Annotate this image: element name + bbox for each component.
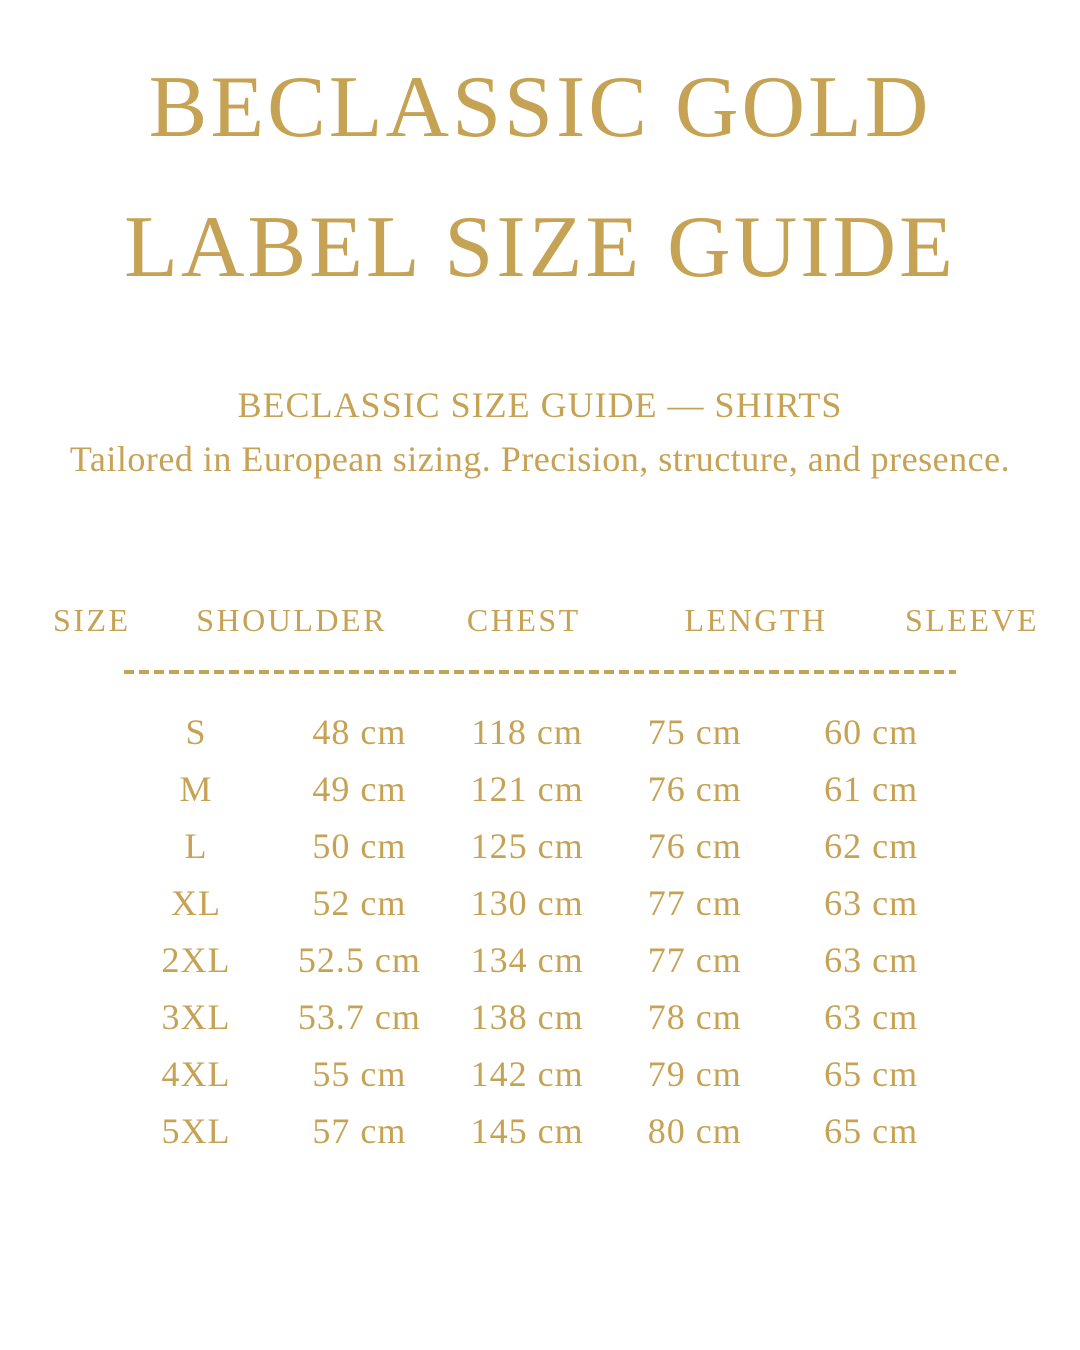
cell-chest: 130 cm: [470, 883, 584, 923]
cell-size: 3XL: [161, 997, 231, 1037]
cell-shoulder: 57 cm: [312, 1111, 407, 1151]
cell-size: L: [184, 826, 208, 866]
cell-sleeve: 63 cm: [824, 940, 919, 980]
subtitle: [65, 378, 1015, 486]
table-row: [110, 818, 970, 875]
cell-sleeve: 61 cm: [824, 769, 919, 809]
page-title-line2: LABEL SIZE GUIDE: [124, 199, 956, 296]
cell-chest: 118 cm: [471, 712, 583, 752]
cell-sleeve: 60 cm: [824, 712, 919, 752]
cell-sleeve: 62 cm: [824, 826, 919, 866]
cell-size: 4XL: [161, 1054, 231, 1094]
subtitle-description: Tailored in European sizing. Precision, structure, and presence.: [69, 439, 1011, 479]
table-row: [110, 761, 970, 818]
cell-shoulder: 49 cm: [312, 769, 407, 809]
column-header-size: SIZE: [53, 602, 131, 638]
cell-chest: 145 cm: [470, 1111, 584, 1151]
table-row: [110, 989, 970, 1046]
cell-size: 5XL: [161, 1111, 231, 1151]
cell-length: 78 cm: [647, 997, 742, 1037]
table-row: [110, 1046, 970, 1103]
column-header-shoulder: SHOULDER: [196, 602, 387, 638]
table-row: [110, 932, 970, 989]
dashed-divider: [124, 670, 956, 674]
cell-size: S: [185, 712, 207, 752]
cell-chest: 125 cm: [470, 826, 584, 866]
table-row: [110, 704, 970, 761]
cell-sleeve: 65 cm: [824, 1111, 919, 1151]
cell-shoulder: 55 cm: [312, 1054, 407, 1094]
cell-sleeve: 63 cm: [824, 883, 919, 923]
cell-shoulder: 50 cm: [312, 826, 407, 866]
cell-length: 76 cm: [647, 769, 742, 809]
cell-chest: 121 cm: [470, 769, 584, 809]
cell-size: M: [179, 769, 213, 809]
cell-shoulder: 53.7 cm: [297, 997, 421, 1037]
size-table-body: [0, 704, 1080, 1160]
column-header-sleeve: SLEEVE: [904, 602, 1040, 638]
table-row: [110, 1103, 970, 1160]
cell-length: 79 cm: [647, 1054, 742, 1094]
cell-length: 80 cm: [647, 1111, 742, 1151]
cell-shoulder: 48 cm: [312, 712, 407, 752]
cell-length: 77 cm: [647, 940, 742, 980]
cell-chest: 134 cm: [470, 940, 584, 980]
subtitle-heading: BECLASSIC SIZE GUIDE — SHIRTS: [237, 385, 843, 425]
cell-length: 76 cm: [647, 826, 742, 866]
cell-sleeve: 65 cm: [824, 1054, 919, 1094]
column-header-chest: CHEST: [466, 602, 581, 638]
cell-shoulder: 52 cm: [312, 883, 407, 923]
size-table: [0, 598, 1080, 1160]
size-table-header: [0, 598, 1080, 642]
cell-sleeve: 63 cm: [824, 997, 919, 1037]
cell-size: 2XL: [161, 940, 231, 980]
table-row: [110, 875, 970, 932]
cell-chest: 138 cm: [470, 997, 584, 1037]
cell-chest: 142 cm: [470, 1054, 584, 1094]
page-title: [0, 0, 1080, 318]
cell-length: 77 cm: [647, 883, 742, 923]
column-header-length: LENGTH: [684, 602, 828, 638]
cell-shoulder: 52.5 cm: [297, 940, 421, 980]
cell-length: 75 cm: [647, 712, 742, 752]
page-title-line1: BECLASSIC GOLD: [148, 59, 932, 156]
cell-size: XL: [171, 883, 221, 923]
